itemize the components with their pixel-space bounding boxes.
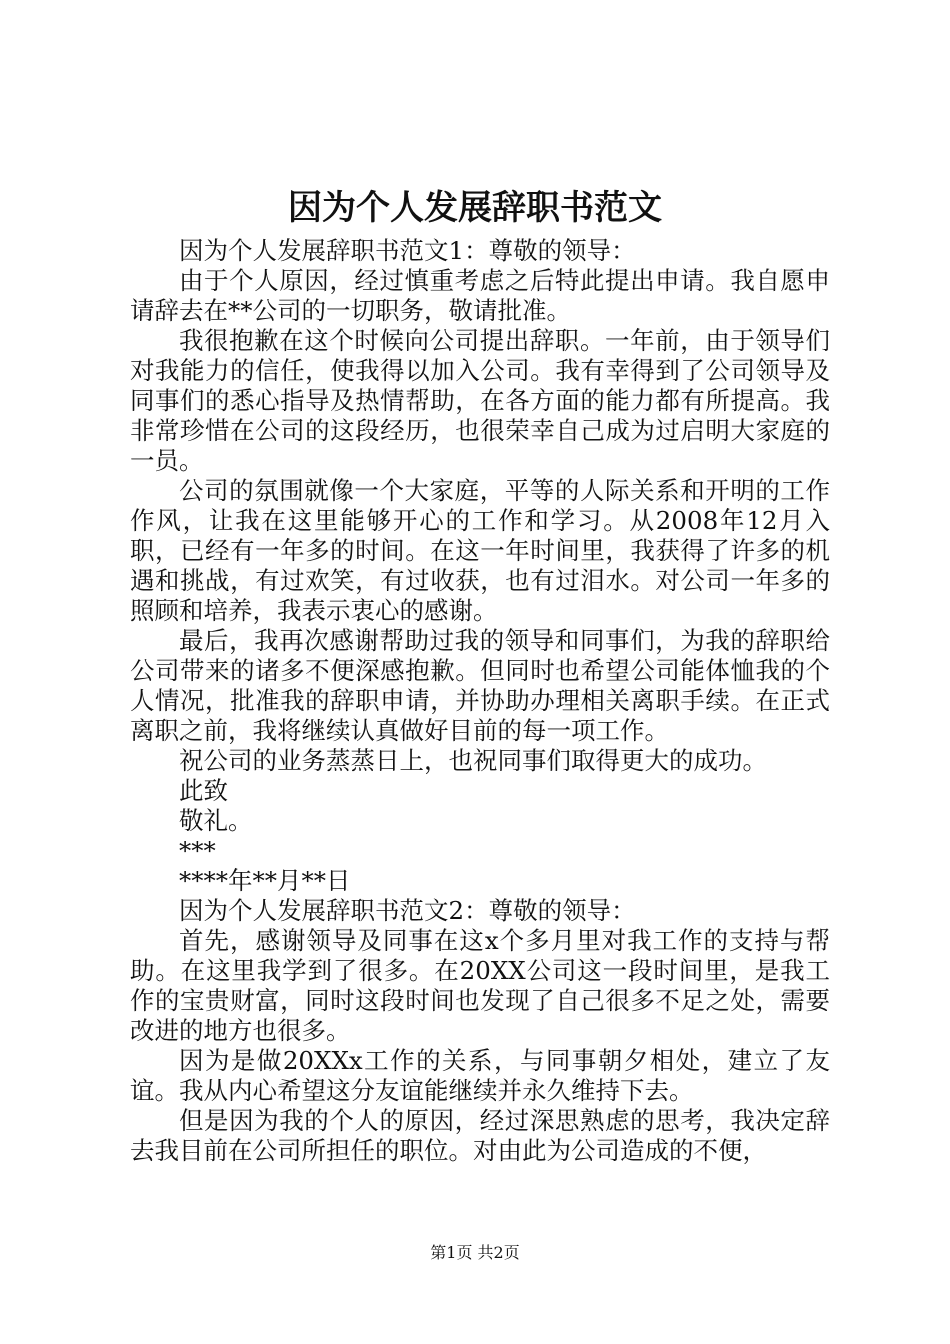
document-body: [130, 236, 830, 1166]
paragraph: 祝公司的业务蒸蒸日上，也祝同事们取得更大的成功。: [179, 746, 767, 775]
paragraph-sample2-heading: 因为个人发展辞职书范文2：尊敬的领导：: [179, 896, 636, 925]
paragraph: 公司的氛围就像一个大家庭，平等的人际关系和开明的工作作风，让我在这里能够开心的工作和学习。从2008年12月入职，已经有一年多的时间。在这一年时间里，我获得了许多的机遇和挑战，有过欢笑，有过收获，也有过泪水。对公司一年多的照顾和培养，我表示衷心的感谢。: [130, 476, 830, 625]
paragraph: 首先，感谢领导及同事在这x个多月里对我工作的支持与帮助。在这里我学到了很多。在20XX公司这一段时间里，是我工作的宝贵财富，同时这段时间也发现了自己很多不足之处，需要改进的地方也很多。: [130, 926, 830, 1045]
paragraph: 因为是做20XXx工作的关系，与同事朝夕相处，建立了友谊。我从内心希望这分友谊能继续并永久维持下去。: [130, 1046, 830, 1105]
paragraph: 由于个人原因，经过慎重考虑之后特此提出申请。我自愿申请辞去在**公司的一切职务，敬请批准。: [130, 266, 830, 325]
page-footer: 第1页 共2页: [430, 1243, 520, 1262]
page-title: 因为个人发展辞职书范文: [288, 188, 662, 228]
paragraph: 我很抱歉在这个时候向公司提出辞职。一年前，由于领导们对我能力的信任，使我得以加入公司。我有幸得到了公司领导及同事们的悉心指导及热情帮助，在各方面的能力都有所提高。我非常珍惜在公司的这段经历，也很荣幸自己成为过启明大家庭的一员。: [130, 326, 830, 475]
closing-salutation: 此致: [179, 776, 228, 805]
paragraph-sample1-heading: 因为个人发展辞职书范文1：尊敬的领导：: [179, 236, 636, 265]
signature: ***: [179, 836, 216, 865]
paragraph: 但是因为我的个人的原因，经过深思熟虑的思考，我决定辞去我目前在公司所担任的职位。对由此为公司造成的不便，: [130, 1106, 830, 1165]
closing-regards: 敬礼。: [179, 806, 253, 835]
paragraph: 最后，我再次感谢帮助过我的领导和同事们，为我的辞职给公司带来的诸多不便深感抱歉。但同时也希望公司能体恤我的个人情况，批准我的辞职申请，并协助办理相关离职手续。在正式离职之前，我将继续认真做好目前的每一项工作。: [130, 626, 830, 745]
date-line: ****年**月**日: [179, 866, 351, 895]
